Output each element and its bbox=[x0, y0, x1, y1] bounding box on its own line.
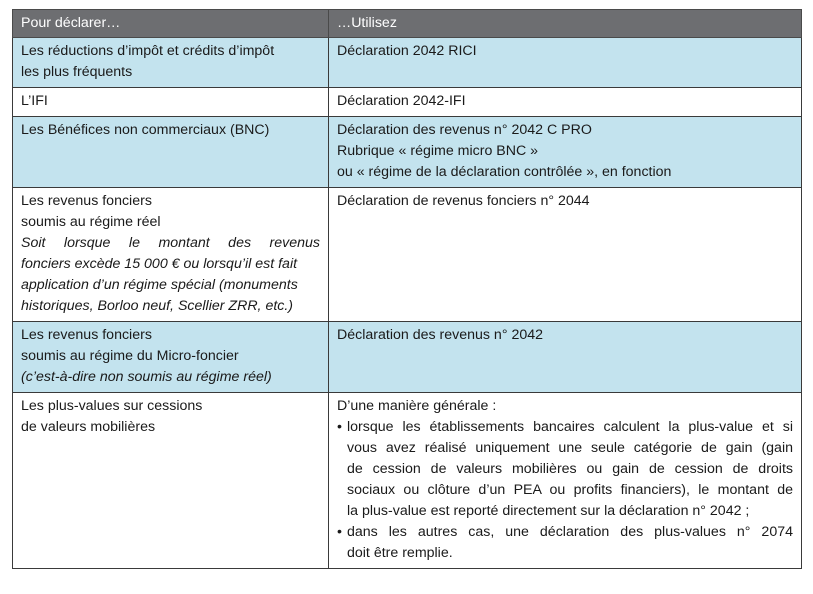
table-row bbox=[13, 322, 802, 393]
cell-line: Les Bénéfices non commerciaux (BNC) bbox=[21, 122, 270, 138]
row-subject bbox=[13, 393, 329, 569]
declaration-table bbox=[12, 9, 802, 569]
table-header-row bbox=[13, 10, 802, 38]
cell-line: les plus fréquents bbox=[21, 64, 133, 80]
cell-line: soumis au régime réel bbox=[21, 214, 161, 230]
cell-note-line: (c’est-à-dire non soumis au régime réel) bbox=[21, 369, 272, 385]
list-item bbox=[337, 522, 793, 564]
cell-line: Rubrique « régime micro BNC » bbox=[337, 143, 539, 159]
bullet-line: vous avez réalisé uniquement une seule catégorie de gain (gain bbox=[347, 440, 793, 456]
cell-line: ou « régime de la déclaration contrôlée », en fonction bbox=[337, 164, 672, 180]
cell-line: Déclaration des revenus n° 2042 C PRO bbox=[337, 122, 592, 138]
bullet-line: dans les autres cas, une déclaration des plus-values n° 2074 bbox=[347, 524, 793, 540]
cell-line: Les revenus fonciers bbox=[21, 193, 152, 209]
cell-note-line: application d’un régime spécial (monuments bbox=[21, 277, 298, 293]
cell-line: soumis au régime du Micro-foncier bbox=[21, 348, 239, 364]
bullet-list bbox=[337, 417, 793, 564]
cell-line: Déclaration de revenus fonciers n° 2044 bbox=[337, 193, 590, 209]
bullet-line: sociaux ou clôture d’un PEA ou profits financiers), le montant de bbox=[347, 482, 793, 498]
bullet-line: la plus-value est reporté directement sur la déclaration n° 2042 ; bbox=[347, 503, 750, 519]
table-row bbox=[13, 117, 802, 188]
row-form bbox=[329, 88, 802, 117]
table-row bbox=[13, 188, 802, 322]
row-subject bbox=[13, 38, 329, 88]
cell-line: Les plus-values sur cessions bbox=[21, 398, 203, 414]
header-pour-declarer: Pour déclarer… bbox=[13, 10, 329, 38]
table-row bbox=[13, 88, 802, 117]
cell-line: de valeurs mobilières bbox=[21, 419, 156, 435]
row-form bbox=[329, 188, 802, 322]
bullet-icon: • bbox=[337, 524, 342, 540]
cell-intro: D’une manière générale : bbox=[337, 398, 497, 414]
row-form bbox=[329, 38, 802, 88]
cell-line: Déclaration 2042-IFI bbox=[337, 93, 466, 109]
cell-note-line: Soit lorsque le montant des revenus bbox=[21, 235, 320, 251]
row-subject bbox=[13, 88, 329, 117]
cell-line: L’IFI bbox=[21, 93, 48, 109]
cell-note-line: fonciers excède 15 000 € ou lorsqu’il est fait bbox=[21, 256, 298, 272]
row-form bbox=[329, 393, 802, 569]
bullet-line: lorsque les établissements bancaires calculent la plus-value et si bbox=[347, 419, 793, 435]
table-row bbox=[13, 38, 802, 88]
cell-line: Les revenus fonciers bbox=[21, 327, 152, 343]
row-subject bbox=[13, 322, 329, 393]
bullet-line: doit être remplie. bbox=[347, 545, 453, 561]
list-item bbox=[337, 417, 793, 522]
row-form bbox=[329, 117, 802, 188]
row-subject bbox=[13, 188, 329, 322]
cell-note-line: historiques, Borloo neuf, Scellier ZRR, etc.) bbox=[21, 298, 294, 314]
bullet-icon: • bbox=[337, 419, 342, 435]
row-subject bbox=[13, 117, 329, 188]
table-row bbox=[13, 393, 802, 569]
cell-line: Déclaration 2042 RICI bbox=[337, 43, 477, 59]
header-utilisez: …Utilisez bbox=[329, 10, 802, 38]
row-form bbox=[329, 322, 802, 393]
bullet-line: de cession de valeurs mobilières ou gain de cession de droits bbox=[347, 461, 793, 477]
cell-line: Déclaration des revenus n° 2042 bbox=[337, 327, 544, 343]
cell-line: Les réductions d’impôt et crédits d’impôt bbox=[21, 43, 275, 59]
